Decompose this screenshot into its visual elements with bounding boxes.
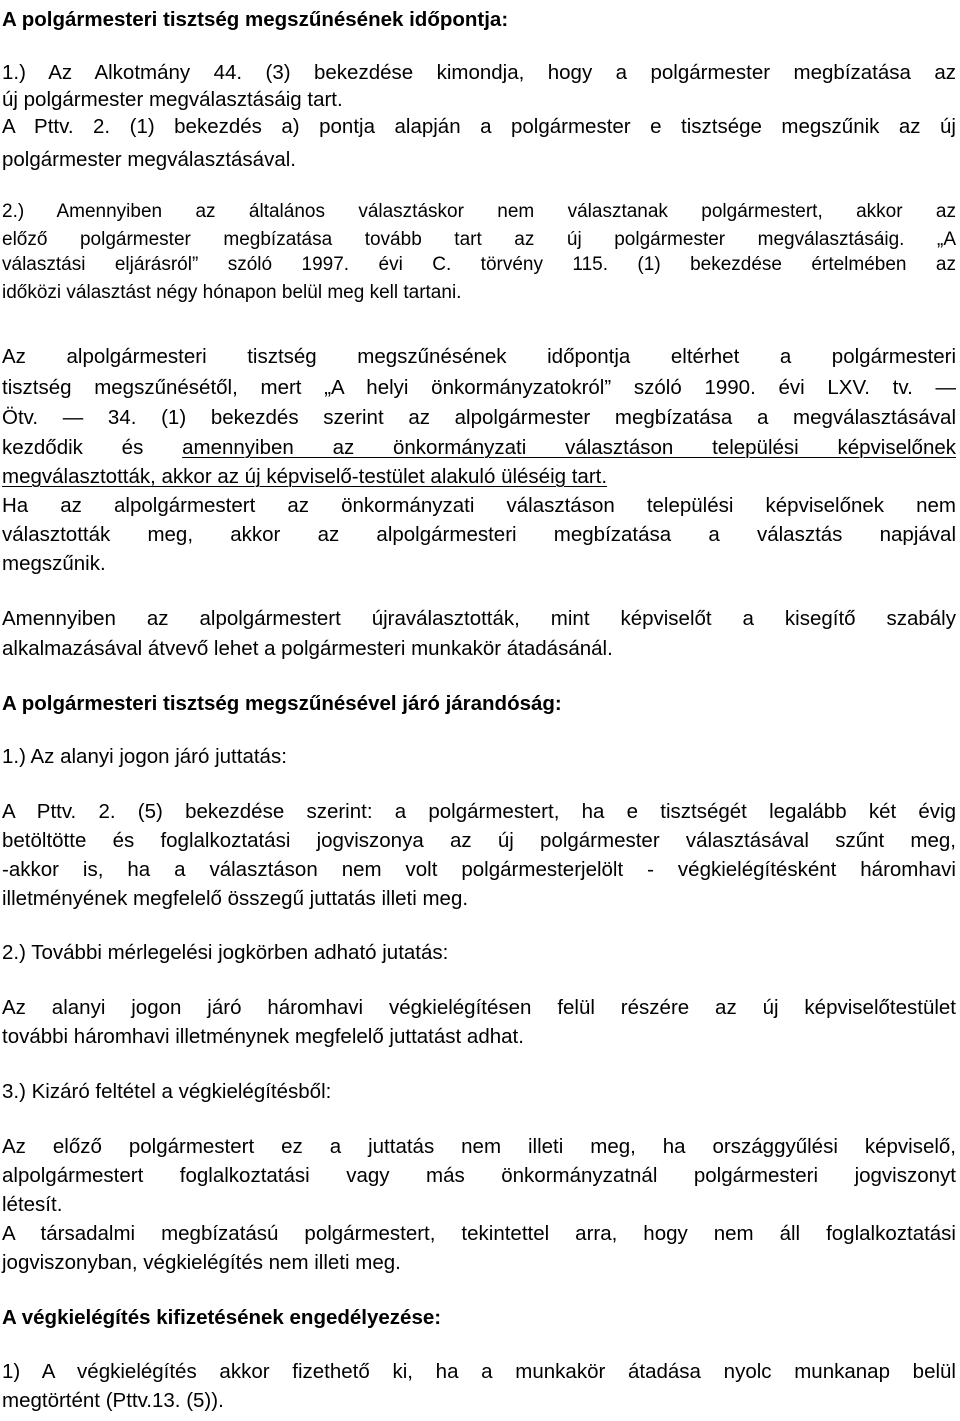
paragraph-text: kezdődik és <box>2 436 183 459</box>
section-heading-severance: A polgármesteri tisztség megszűnésével járó járandóság: <box>2 692 562 715</box>
paragraph-line: 2.) Amennyiben az általános választáskor nem választanak polgármestert, akkor az <box>2 201 956 222</box>
paragraph-line: megszűnik. <box>2 552 106 575</box>
paragraph-line: Az alanyi jogon járó háromhavi végkielégítésen felül részére az új képviselőtestület <box>2 996 956 1019</box>
paragraph-line: polgármester megválasztásával. <box>2 148 296 171</box>
paragraph-line: Az alpolgármesteri tisztség megszűnésének időpontja eltérhet a polgármesteri <box>2 345 956 368</box>
paragraph-line: Az előző polgármestert ez a juttatás nem illeti meg, ha országgyűlési képviselő, <box>2 1135 956 1158</box>
paragraph-line: -akkor is, ha a választáson nem volt polgármesterjelölt - végkielégítésként háromhavi <box>2 858 956 881</box>
paragraph-line: betöltötte és foglalkoztatási jogviszonya az új polgármester választásával szűnt meg, <box>2 829 956 852</box>
paragraph-line: 1.) Az Alkotmány 44. (3) bekezdése kimondja, hogy a polgármester megbízatása az <box>2 61 956 84</box>
paragraph-line: jogviszonyban, végkielégítés nem illeti meg. <box>2 1251 401 1274</box>
paragraph-line: megtörtént (Pttv.13. (5)). <box>2 1389 224 1412</box>
subheading: 2.) További mérlegelési jogkörben adható jutatás: <box>2 941 449 964</box>
subheading: 1.) Az alanyi jogon járó juttatás: <box>2 745 287 768</box>
paragraph-line: választási eljárásról” szóló 1997. évi C. törvény 115. (1) bekezdése értelmében az <box>2 254 956 275</box>
paragraph-line: A társadalmi megbízatású polgármestert, tekintettel arra, hogy nem áll foglalkoztatási <box>2 1222 956 1245</box>
paragraph-line: időközi választást négy hónapon belül meg kell tartani. <box>2 282 462 303</box>
paragraph-line: A Pttv. 2. (5) bekezdése szerint: a polgármestert, ha e tisztségét legalább két évig <box>2 800 956 823</box>
paragraph-line: tisztség megszűnésétől, mert „A helyi önkormányzatokról” szóló 1990. évi LXV. tv. ― <box>2 376 956 399</box>
paragraph-line: illetményének megfelelő összegű juttatás illeti meg. <box>2 887 469 910</box>
paragraph-line: alkalmazásával átvevő lehet a polgármesteri munkakör átadásánál. <box>2 637 613 660</box>
paragraph-line <box>2 464 956 490</box>
paragraph-line: választották meg, akkor az alpolgármesteri megbízatása a választás napjával <box>2 523 956 546</box>
underlined-text: amennyiben az önkormányzati választáson települési képviselőnek <box>182 436 957 459</box>
underlined-text: megválasztották, akkor az új képviselő-testület alakuló üléséig tart. <box>2 465 608 488</box>
paragraph-line: új polgármester megválasztásáig tart. <box>2 88 343 111</box>
paragraph-line: létesít. <box>2 1193 63 1216</box>
paragraph-line: alpolgármestert foglalkoztatási vagy más önkormányzatnál polgármesteri jogviszonyt <box>2 1164 956 1187</box>
paragraph-line: A Pttv. 2. (1) bekezdés a) pontja alapján a polgármester e tisztsége megszűnik az új <box>2 115 956 138</box>
section-heading-payment-approval: A végkielégítés kifizetésének engedélyezése: <box>2 1306 442 1329</box>
paragraph-line <box>2 435 956 461</box>
paragraph-line: 1) A végkielégítés akkor fizethető ki, ha a munkakör átadása nyolc munkanap belül <box>2 1360 956 1383</box>
paragraph-line: Ha az alpolgármestert az önkormányzati választáson települési képviselőnek nem <box>2 494 956 517</box>
section-heading-end-of-office: A polgármesteri tisztség megszűnésének időpontja: <box>2 8 509 31</box>
paragraph-line: további háromhavi illetménynek megfelelő juttatást adhat. <box>2 1025 524 1048</box>
paragraph-line: előző polgármester megbízatása tovább tart az új polgármester megválasztásáig. „A <box>2 229 956 250</box>
paragraph-line: Amennyiben az alpolgármestert újraválasztották, mint képviselőt a kisegítő szabály <box>2 607 956 630</box>
paragraph-line: Ötv. ― 34. (1) bekezdés szerint az alpolgármester megbízatása a megválasztásával <box>2 406 956 429</box>
subheading: 3.) Kizáró feltétel a végkielégítésből: <box>2 1080 332 1103</box>
